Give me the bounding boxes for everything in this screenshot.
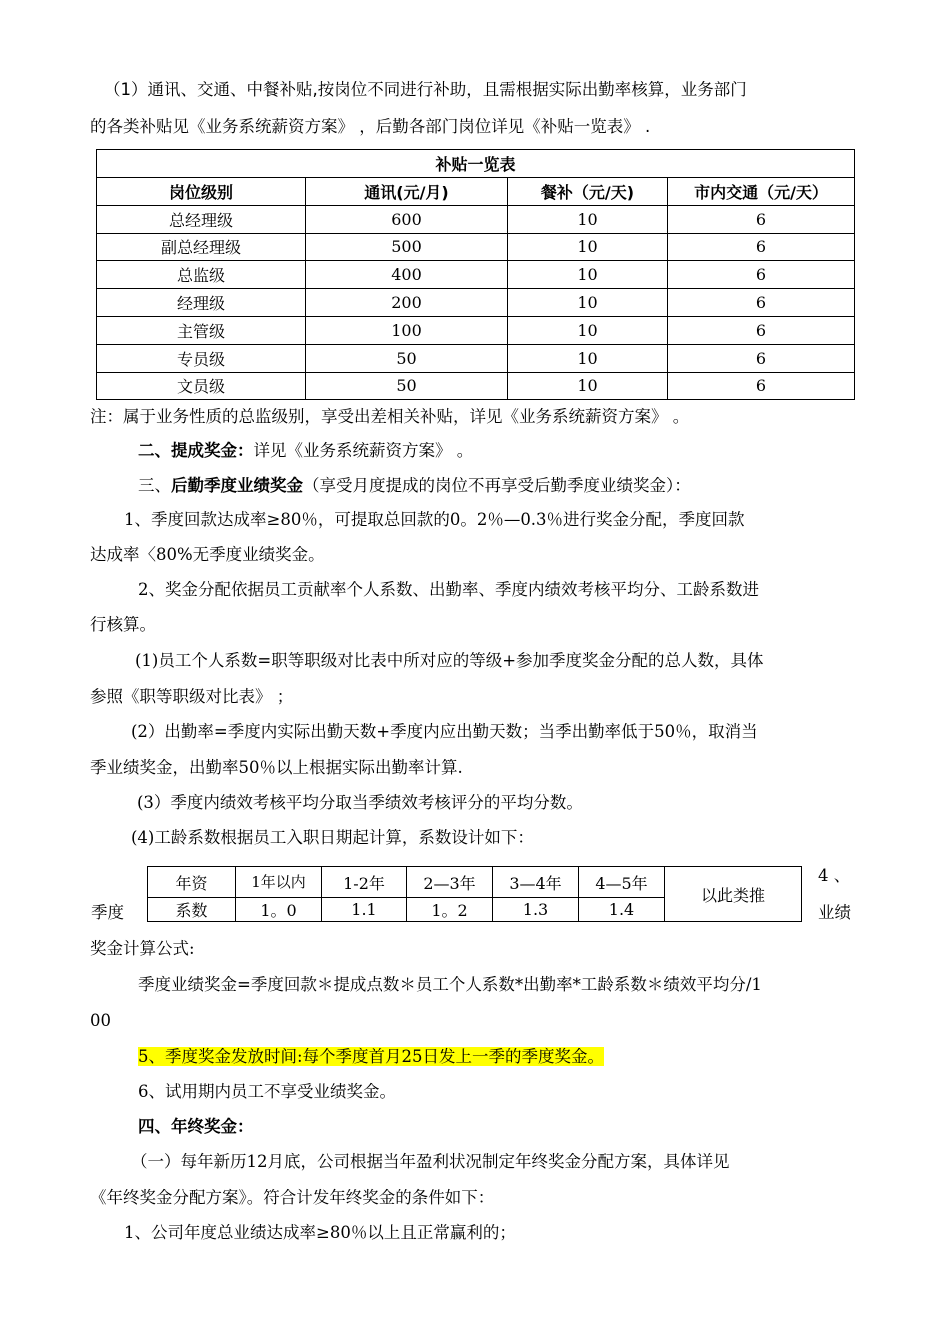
table-cell: 200 <box>306 289 508 317</box>
section-3-heading <box>138 475 691 497</box>
section-3-p2-line2: 行核算。 <box>90 615 156 634</box>
subsidy-header-transport: 市内交通（元/天） <box>668 178 855 206</box>
table-cell: 10 <box>508 372 668 400</box>
table-cell: 100 <box>306 316 508 344</box>
item-4-formula-line1: 季度业绩奖金=季度回款＊提成点数＊员工个人系数*出勤率*工龄系数＊绩效平均分/1 <box>138 975 762 994</box>
item-5-text: 5、季度奖金发放时间:每个季度首月25日发上一季的季度奖金。 <box>138 1047 605 1066</box>
section-3-p4-line2: 季业绩奖金，出勤率50％以上根据实际出勤率计算. <box>90 758 463 777</box>
seniority-coef-4: 1.4 <box>579 898 665 922</box>
seniority-year-3: 3—4年 <box>493 867 579 898</box>
seniority-label-coef: 系数 <box>148 898 236 922</box>
item-4-formula-line2: 00 <box>90 1011 111 1030</box>
section-3-p3-line1: (1)员工个人系数=职等职级对比表中所对应的等级+参加季度奖金分配的总人数，具体 <box>135 651 764 670</box>
section-3-p2-line1: 2、奖金分配依据员工贡献率个人系数、出勤率、季度内绩效考核平均分、工龄系数进 <box>138 580 759 599</box>
section-3-p1-line1: 1、季度回款达成率≥80％，可提取总回款的0。2％—0.3％进行奖金分配，季度回款 <box>124 510 745 529</box>
item-4-left-label: 季度 <box>91 903 124 922</box>
section-4-p1-line1: （一）每年新历12月底，公司根据当年盈利状况制定年终奖金分配方案，具体详见 <box>131 1152 730 1171</box>
note-text: 注：属于业务性质的总监级别，享受出差相关补贴，详见《业务系统薪资方案》 。 <box>90 407 690 426</box>
table-cell: 经理级 <box>97 289 306 317</box>
seniority-coef-0: 1。0 <box>236 898 322 922</box>
table-cell: 副总经理级 <box>97 233 306 261</box>
table-row <box>97 372 855 400</box>
seniority-year-4: 4—5年 <box>579 867 665 898</box>
seniority-coef-1: 1.1 <box>322 898 407 922</box>
section-4-title: 四、年终奖金： <box>138 1117 254 1136</box>
item-4-right-bottom: 业绩 <box>818 903 851 922</box>
table-row <box>97 205 855 233</box>
section-3-p5: (3）季度内绩效考核平均分取当季绩效考核评分的平均分数。 <box>137 793 583 812</box>
seniority-year-0: 1年以内 <box>236 867 322 898</box>
subsidy-header-meal: 餐补（元/天) <box>508 178 668 206</box>
subsidy-table-title: 补贴一览表 <box>97 150 855 178</box>
table-row <box>97 261 855 289</box>
item-5 <box>138 1046 604 1068</box>
table-cell: 500 <box>306 233 508 261</box>
table-cell: 6 <box>668 205 855 233</box>
section-3-p4-line1: (2）出勤率=季度内实际出勤天数+季度内应出勤天数；当季出勤率低于50％，取消当 <box>131 722 758 741</box>
table-row <box>97 233 855 261</box>
table-cell: 总经理级 <box>97 205 306 233</box>
section-2 <box>138 440 473 462</box>
item-4-right-top: 4 、 <box>818 866 851 885</box>
table-cell: 6 <box>668 344 855 372</box>
table-cell: 10 <box>508 261 668 289</box>
table-cell: 50 <box>306 344 508 372</box>
subsidy-header-telecom: 通讯(元/月) <box>306 178 508 206</box>
table-row <box>97 289 855 317</box>
table-row <box>97 316 855 344</box>
table-cell: 6 <box>668 316 855 344</box>
seniority-label-year: 年资 <box>148 867 236 898</box>
table-cell: 10 <box>508 344 668 372</box>
table-cell: 6 <box>668 233 855 261</box>
table-cell: 6 <box>668 372 855 400</box>
seniority-table <box>147 866 802 922</box>
seniority-coef-3: 1.3 <box>493 898 579 922</box>
section-4-p1-line2: 《年终奖金分配方案》。符合计发年终奖金的条件如下： <box>90 1188 495 1207</box>
section-2-title: 二、提成奖金： <box>138 441 254 460</box>
section-3-p3-line2: 参照《职等职级对比表》 ； <box>90 687 294 706</box>
seniority-year-1: 1-2年 <box>322 867 407 898</box>
table-cell: 文员级 <box>97 372 306 400</box>
table-cell: 400 <box>306 261 508 289</box>
section-3-p1-line2: 达成率〈80%无季度业绩奖金。 <box>90 545 325 564</box>
subsidy-header-level: 岗位级别 <box>97 178 306 206</box>
table-cell: 主管级 <box>97 316 306 344</box>
item-6: 6、试用期内员工不享受业绩奖金。 <box>138 1082 396 1101</box>
section-3-title: 后勤季度业绩奖金 <box>171 476 303 495</box>
seniority-year-2: 2—3年 <box>407 867 493 898</box>
subsidy-table <box>96 149 855 400</box>
table-cell: 50 <box>306 372 508 400</box>
seniority-and-so-on: 以此类推 <box>665 867 802 922</box>
table-row <box>97 344 855 372</box>
intro-line-1: （1）通讯、交通、中餐补贴,按岗位不同进行补助，且需根据实际出勤率核算，业务部门 <box>104 80 747 99</box>
table-cell: 10 <box>508 205 668 233</box>
section-4-p2: 1、公司年度总业绩达成率≥80％以上且正常赢利的； <box>124 1223 516 1242</box>
table-cell: 10 <box>508 289 668 317</box>
section-2-text: 详见《业务系统薪资方案》 。 <box>253 441 474 460</box>
table-cell: 总监级 <box>97 261 306 289</box>
intro-line-2: 的各类补贴见《业务系统薪资方案》 ，后勤各部门岗位详见《补贴一览表》 . <box>90 117 651 136</box>
table-cell: 6 <box>668 289 855 317</box>
section-3-prefix: 三、 <box>138 476 171 495</box>
table-cell: 600 <box>306 205 508 233</box>
table-cell: 专员级 <box>97 344 306 372</box>
table-cell: 6 <box>668 261 855 289</box>
section-3-text: （享受月度提成的岗位不再享受后勤季度业绩奖金）： <box>303 476 691 495</box>
item-4-line2: 奖金计算公式: <box>90 939 195 958</box>
seniority-coef-2: 1。2 <box>407 898 493 922</box>
table-cell: 10 <box>508 233 668 261</box>
section-3-p6: (4)工龄系数根据员工入职日期起计算，系数设计如下： <box>131 828 534 847</box>
table-cell: 10 <box>508 316 668 344</box>
